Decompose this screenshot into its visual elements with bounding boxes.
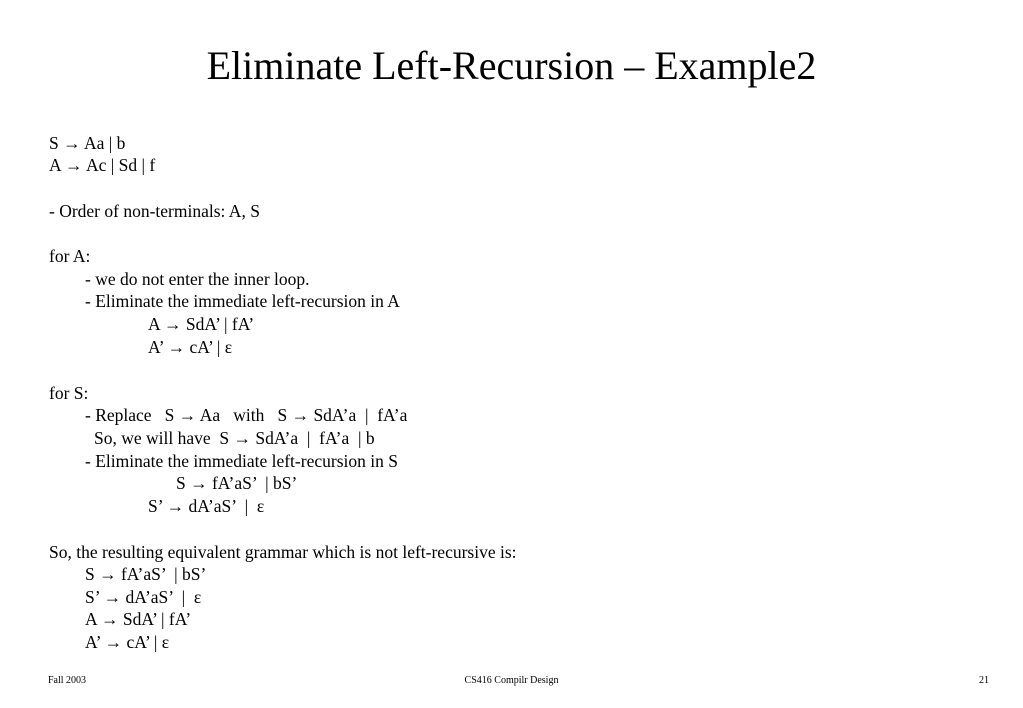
for-s-step-3: - Eliminate the immediate left-recursion in S (85, 451, 398, 471)
result-rule-s-prime: S’ → dA’aS’ | ε (85, 587, 202, 607)
for-s-heading: for S: (49, 383, 89, 403)
grammar-rule-s: S → Aa | b (49, 133, 126, 153)
for-s-rule-s-prime: S’ → dA’aS’ | ε (148, 496, 265, 516)
result-rule-s: S → fA’aS’ | bS’ (85, 564, 207, 584)
grammar-rule-a: A → Ac | Sd | f (49, 155, 156, 175)
order-note: - Order of non-terminals: A, S (49, 201, 260, 221)
for-a-rule-a-prime: A’ → cA’ | ε (148, 337, 233, 357)
result-rule-a: A → SdA’ | fA’ (85, 609, 192, 629)
for-s-step-2: So, we will have S → SdA’a | fA’a | b (94, 428, 375, 448)
for-s-rule-s: S → fA’aS’ | bS’ (176, 473, 298, 493)
for-a-step-1: - we do not enter the inner loop. (85, 269, 310, 289)
footer-page-number: 21 (979, 675, 989, 686)
for-a-step-2: - Eliminate the immediate left-recursion in A (85, 291, 400, 311)
result-rule-a-prime: A’ → cA’ | ε (85, 632, 170, 652)
result-heading: So, the resulting equivalent grammar which is not left-recursive is: (49, 542, 517, 562)
slide-title: Eliminate Left-Recursion – Example2 (206, 43, 817, 88)
footer-date: Fall 2003 (48, 675, 87, 686)
for-a-heading: for A: (49, 246, 91, 266)
for-s-step-1: - Replace S → Aa with S → SdA’a | fA’a (85, 405, 408, 425)
for-a-rule-a: A → SdA’ | fA’ (148, 314, 255, 334)
footer-course: CS416 Compilr Design (464, 675, 559, 686)
